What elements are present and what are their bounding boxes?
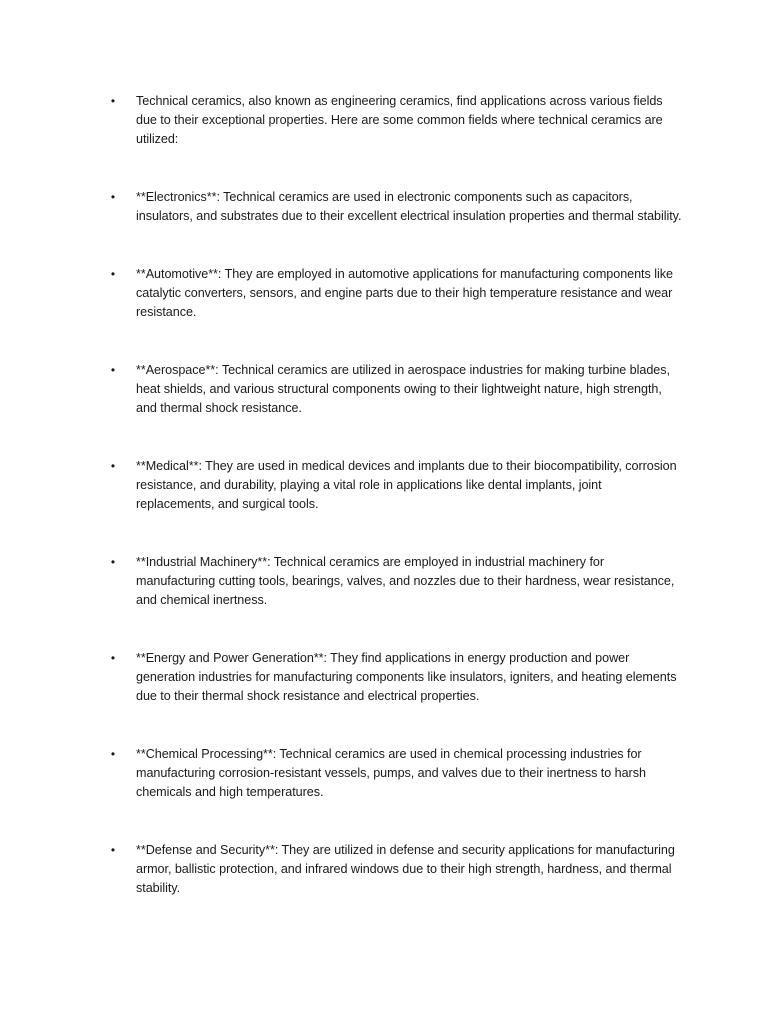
list-item [108, 361, 683, 418]
list-item [108, 92, 683, 149]
list-item [108, 265, 683, 322]
list-item [108, 188, 683, 226]
bullet-list [108, 92, 683, 937]
list-item-text: **Chemical Processing**: Technical ceramics are used in chemical processing industries for manufacturing corrosion-resistant vessels, pumps, and valves due to their inertness to harsh chemicals and high temperatures. [136, 747, 646, 799]
bullet-icon: • [110, 267, 116, 281]
list-item-text: **Medical**: They are used in medical devices and implants due to their biocompatibility, corrosion resistance, and durability, playing a vital role in applications like dental implants, joint replacements, and surgical tools. [136, 459, 677, 511]
bullet-icon: • [110, 843, 116, 857]
list-item-text: **Defense and Security**: They are utilized in defense and security applications for manufacturing armor, ballistic protection, and infrared windows due to their high strength, hardness, and thermal stability. [136, 843, 675, 895]
list-item-text: **Electronics**: Technical ceramics are used in electronic components such as capacitors, insulators, and substrates due to their excellent electrical insulation properties and thermal stability. [136, 190, 682, 223]
bullet-icon: • [110, 363, 116, 377]
list-item [108, 841, 683, 898]
list-item [108, 553, 683, 610]
bullet-icon: • [110, 555, 116, 569]
list-item [108, 745, 683, 802]
list-item-text: **Automotive**: They are employed in automotive applications for manufacturing components like catalytic converters, sensors, and engine parts due to their high temperature resistance and wear resistance. [136, 267, 673, 319]
list-item-text: **Industrial Machinery**: Technical ceramics are employed in industrial machinery for manufacturing cutting tools, bearings, valves, and nozzles due to their hardness, wear resistance, and chemical inertness. [136, 555, 675, 607]
bullet-icon: • [110, 459, 116, 473]
list-item [108, 649, 683, 706]
bullet-icon: • [110, 747, 116, 761]
list-item-text: **Aerospace**: Technical ceramics are utilized in aerospace industries for making turbine blades, heat shields, and various structural components owing to their lightweight nature, high strength, and thermal shock resistance. [136, 363, 670, 415]
list-item [108, 457, 683, 514]
bullet-icon: • [110, 651, 116, 665]
bullet-icon: • [110, 190, 116, 204]
list-item-text: Technical ceramics, also known as engineering ceramics, find applications across various fields due to their exceptional properties. Here are some common fields where technical ceramics are utilized: [136, 94, 663, 146]
bullet-icon: • [110, 94, 116, 108]
list-item-text: **Energy and Power Generation**: They find applications in energy production and power generation industries for manufacturing components like insulators, igniters, and heating elements due to their thermal shock resistance and electrical properties. [136, 651, 677, 703]
